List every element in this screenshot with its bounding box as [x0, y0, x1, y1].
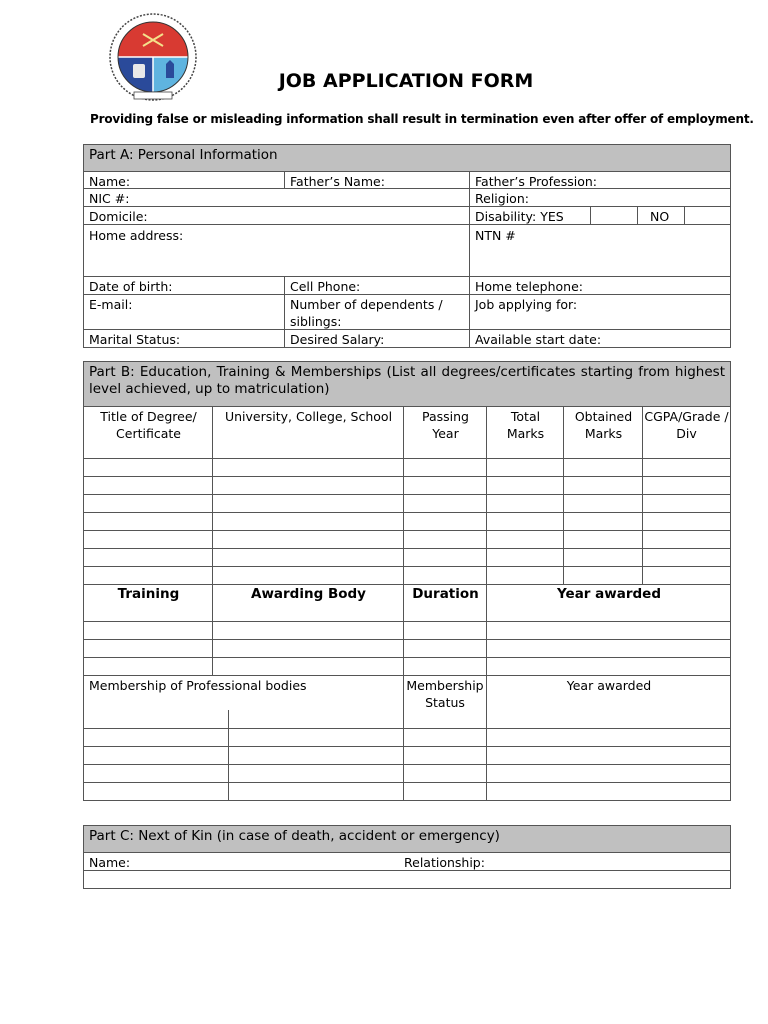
institution-header: University, College, School [212, 407, 403, 440]
edu-cell[interactable] [642, 513, 730, 530]
dependents-field[interactable]: Number of dependents / siblings: [284, 295, 469, 329]
disability-no-label: NO [637, 207, 684, 224]
desired-salary-field[interactable]: Desired Salary: [284, 330, 469, 347]
edu-cell[interactable] [486, 477, 563, 494]
edu-cell[interactable] [642, 459, 730, 476]
part-c-next-of-kin [83, 825, 731, 889]
edu-cell[interactable] [403, 495, 486, 512]
membership-cell[interactable] [403, 783, 486, 800]
edu-cell[interactable] [563, 459, 642, 476]
table-row [84, 458, 730, 476]
training-header: Training [117, 586, 180, 602]
edu-cell[interactable] [486, 495, 563, 512]
membership-cell[interactable] [228, 729, 403, 746]
part-b-education-training [83, 361, 731, 801]
edu-cell[interactable] [84, 495, 212, 512]
edu-cell[interactable] [563, 549, 642, 566]
fathers-name-field[interactable]: Father’s Name: [284, 172, 469, 188]
edu-cell[interactable] [212, 513, 403, 530]
name-field[interactable]: Name: [89, 174, 131, 188]
training-cell[interactable] [84, 640, 212, 657]
membership-cell[interactable] [228, 747, 403, 764]
membership-cell[interactable] [84, 765, 228, 782]
edu-cell[interactable] [84, 567, 212, 584]
edu-cell[interactable] [642, 531, 730, 548]
kin-name-field[interactable]: Name: [89, 855, 131, 870]
edu-cell[interactable] [563, 567, 642, 584]
training-cell[interactable] [212, 658, 403, 675]
training-cell[interactable] [212, 603, 403, 621]
training-cell[interactable] [212, 640, 403, 657]
edu-cell[interactable] [212, 531, 403, 548]
home-address-field[interactable]: Home address: [89, 228, 184, 243]
training-cell[interactable] [212, 622, 403, 639]
awarding-body-header: Awarding Body [212, 585, 403, 603]
membership-cell[interactable] [403, 765, 486, 782]
edu-cell[interactable] [403, 531, 486, 548]
edu-cell[interactable] [486, 549, 563, 566]
table-row [84, 639, 730, 657]
training-cell[interactable] [486, 658, 730, 675]
edu-cell[interactable] [212, 440, 403, 458]
edu-cell[interactable] [563, 477, 642, 494]
membership-cell[interactable] [403, 729, 486, 746]
part-a-heading: Part A: Personal Information [84, 145, 730, 171]
nic-field[interactable]: NIC #: [89, 191, 130, 206]
training-cell[interactable] [403, 640, 486, 657]
education-header-row [84, 406, 730, 440]
obtained-marks-header: Obtained Marks [563, 407, 642, 440]
edu-cell[interactable] [642, 549, 730, 566]
edu-cell[interactable] [642, 477, 730, 494]
table-row [84, 476, 730, 494]
duration-header: Duration [403, 585, 486, 603]
training-cell[interactable] [403, 658, 486, 675]
membership-cell[interactable] [486, 783, 730, 800]
edu-cell[interactable] [403, 440, 486, 458]
table-row [84, 494, 730, 512]
table-row [84, 603, 730, 621]
membership-cell[interactable] [486, 747, 730, 764]
table-row [84, 728, 730, 746]
start-date-field[interactable]: Available start date: [469, 330, 730, 347]
membership-cell[interactable] [84, 710, 228, 728]
religion-field[interactable]: Religion: [469, 189, 730, 206]
edu-cell[interactable] [212, 495, 403, 512]
training-cell[interactable] [486, 603, 730, 621]
ntn-field[interactable]: NTN # [469, 225, 730, 276]
date-of-birth-field[interactable]: Date of birth: [89, 279, 173, 294]
disability-yes-label: Disability: YES [469, 207, 590, 224]
edu-cell[interactable] [212, 549, 403, 566]
table-row [84, 530, 730, 548]
membership-cell[interactable] [84, 783, 228, 800]
domicile-field[interactable]: Domicile: [89, 209, 148, 224]
membership-cell[interactable] [228, 710, 403, 728]
edu-cell[interactable] [403, 567, 486, 584]
marital-status-field[interactable]: Marital Status: [89, 332, 181, 347]
membership-cell[interactable] [486, 729, 730, 746]
kin-extra-row[interactable] [84, 871, 730, 888]
membership-cell[interactable] [84, 729, 228, 746]
edu-cell[interactable] [84, 440, 212, 458]
edu-cell[interactable] [212, 477, 403, 494]
edu-cell[interactable] [84, 549, 212, 566]
membership-cell[interactable] [403, 747, 486, 764]
degree-title-header: Title of Degree/ Certificate [100, 409, 197, 440]
table-row [84, 657, 730, 675]
training-cell[interactable] [84, 658, 212, 675]
edu-cell[interactable] [486, 567, 563, 584]
cell-phone-field[interactable]: Cell Phone: [284, 277, 469, 294]
part-a-personal-information [83, 144, 731, 348]
training-cell[interactable] [403, 603, 486, 621]
part-c-heading: Part C: Next of Kin (in case of death, accident or emergency) [84, 826, 730, 852]
table-row [84, 710, 730, 728]
edu-cell[interactable] [403, 459, 486, 476]
membership-status-header: Membership Status [403, 676, 486, 710]
table-row [84, 440, 730, 458]
edu-cell[interactable] [84, 513, 212, 530]
fathers-profession-field[interactable]: Father’s Profession: [469, 172, 730, 188]
membership-cell[interactable] [486, 765, 730, 782]
edu-cell[interactable] [212, 459, 403, 476]
edu-cell[interactable] [212, 567, 403, 584]
table-row [84, 512, 730, 530]
training-cell[interactable] [486, 622, 730, 639]
training-rows [84, 603, 730, 675]
home-telephone-field[interactable]: Home telephone: [469, 277, 730, 294]
table-row [84, 782, 730, 800]
membership-header-row [84, 675, 730, 710]
edu-cell[interactable] [486, 531, 563, 548]
job-applying-field[interactable]: Job applying for: [469, 295, 730, 329]
table-row [84, 764, 730, 782]
edu-cell[interactable] [642, 567, 730, 584]
edu-cell[interactable] [563, 531, 642, 548]
training-cell[interactable] [486, 640, 730, 657]
edu-cell[interactable] [486, 440, 563, 458]
disclaimer-notice: Providing false or misleading information shall result in termination even after offer of employment. [90, 112, 754, 126]
email-field[interactable]: E-mail: [89, 297, 133, 312]
table-row [84, 566, 730, 584]
table-row [84, 746, 730, 764]
disability-yes-box[interactable] [590, 207, 637, 224]
training-cell[interactable] [403, 622, 486, 639]
edu-cell[interactable] [84, 531, 212, 548]
edu-cell[interactable] [563, 495, 642, 512]
part-b-heading: Part B: Education, Training & Memberships (List all degrees/certificates starting from highest level achieved, up to matriculation) [84, 362, 730, 406]
edu-cell[interactable] [403, 477, 486, 494]
table-row [84, 548, 730, 566]
cgpa-header: CGPA/Grade / Div [642, 407, 730, 440]
table-row [84, 621, 730, 639]
edu-cell[interactable] [403, 513, 486, 530]
membership-cell[interactable] [84, 747, 228, 764]
passing-year-header: Passing Year [403, 407, 486, 440]
membership-cell[interactable] [228, 765, 403, 782]
education-rows [84, 440, 730, 584]
training-cell[interactable] [84, 603, 212, 621]
membership-cell[interactable] [486, 710, 730, 728]
disability-no-box[interactable] [684, 207, 730, 224]
edu-cell[interactable] [486, 513, 563, 530]
membership-bodies-header: Membership of Professional bodies [89, 678, 307, 693]
membership-rows [84, 710, 730, 800]
edu-cell[interactable] [563, 440, 642, 458]
edu-cell[interactable] [403, 549, 486, 566]
edu-cell[interactable] [84, 459, 212, 476]
edu-cell[interactable] [563, 513, 642, 530]
total-marks-header: Total Marks [486, 407, 563, 440]
edu-cell[interactable] [642, 440, 730, 458]
training-header-row [84, 584, 730, 603]
membership-cell[interactable] [403, 710, 486, 728]
membership-cell[interactable] [228, 783, 403, 800]
form-title: JOB APPLICATION FORM [278, 70, 534, 92]
kin-relationship-field[interactable]: Relationship: [404, 855, 485, 870]
edu-cell[interactable] [84, 477, 212, 494]
edu-cell[interactable] [486, 459, 563, 476]
edu-cell[interactable] [642, 495, 730, 512]
training-cell[interactable] [84, 622, 212, 639]
membership-year-header: Year awarded [486, 676, 730, 710]
training-year-header: Year awarded [486, 585, 730, 603]
